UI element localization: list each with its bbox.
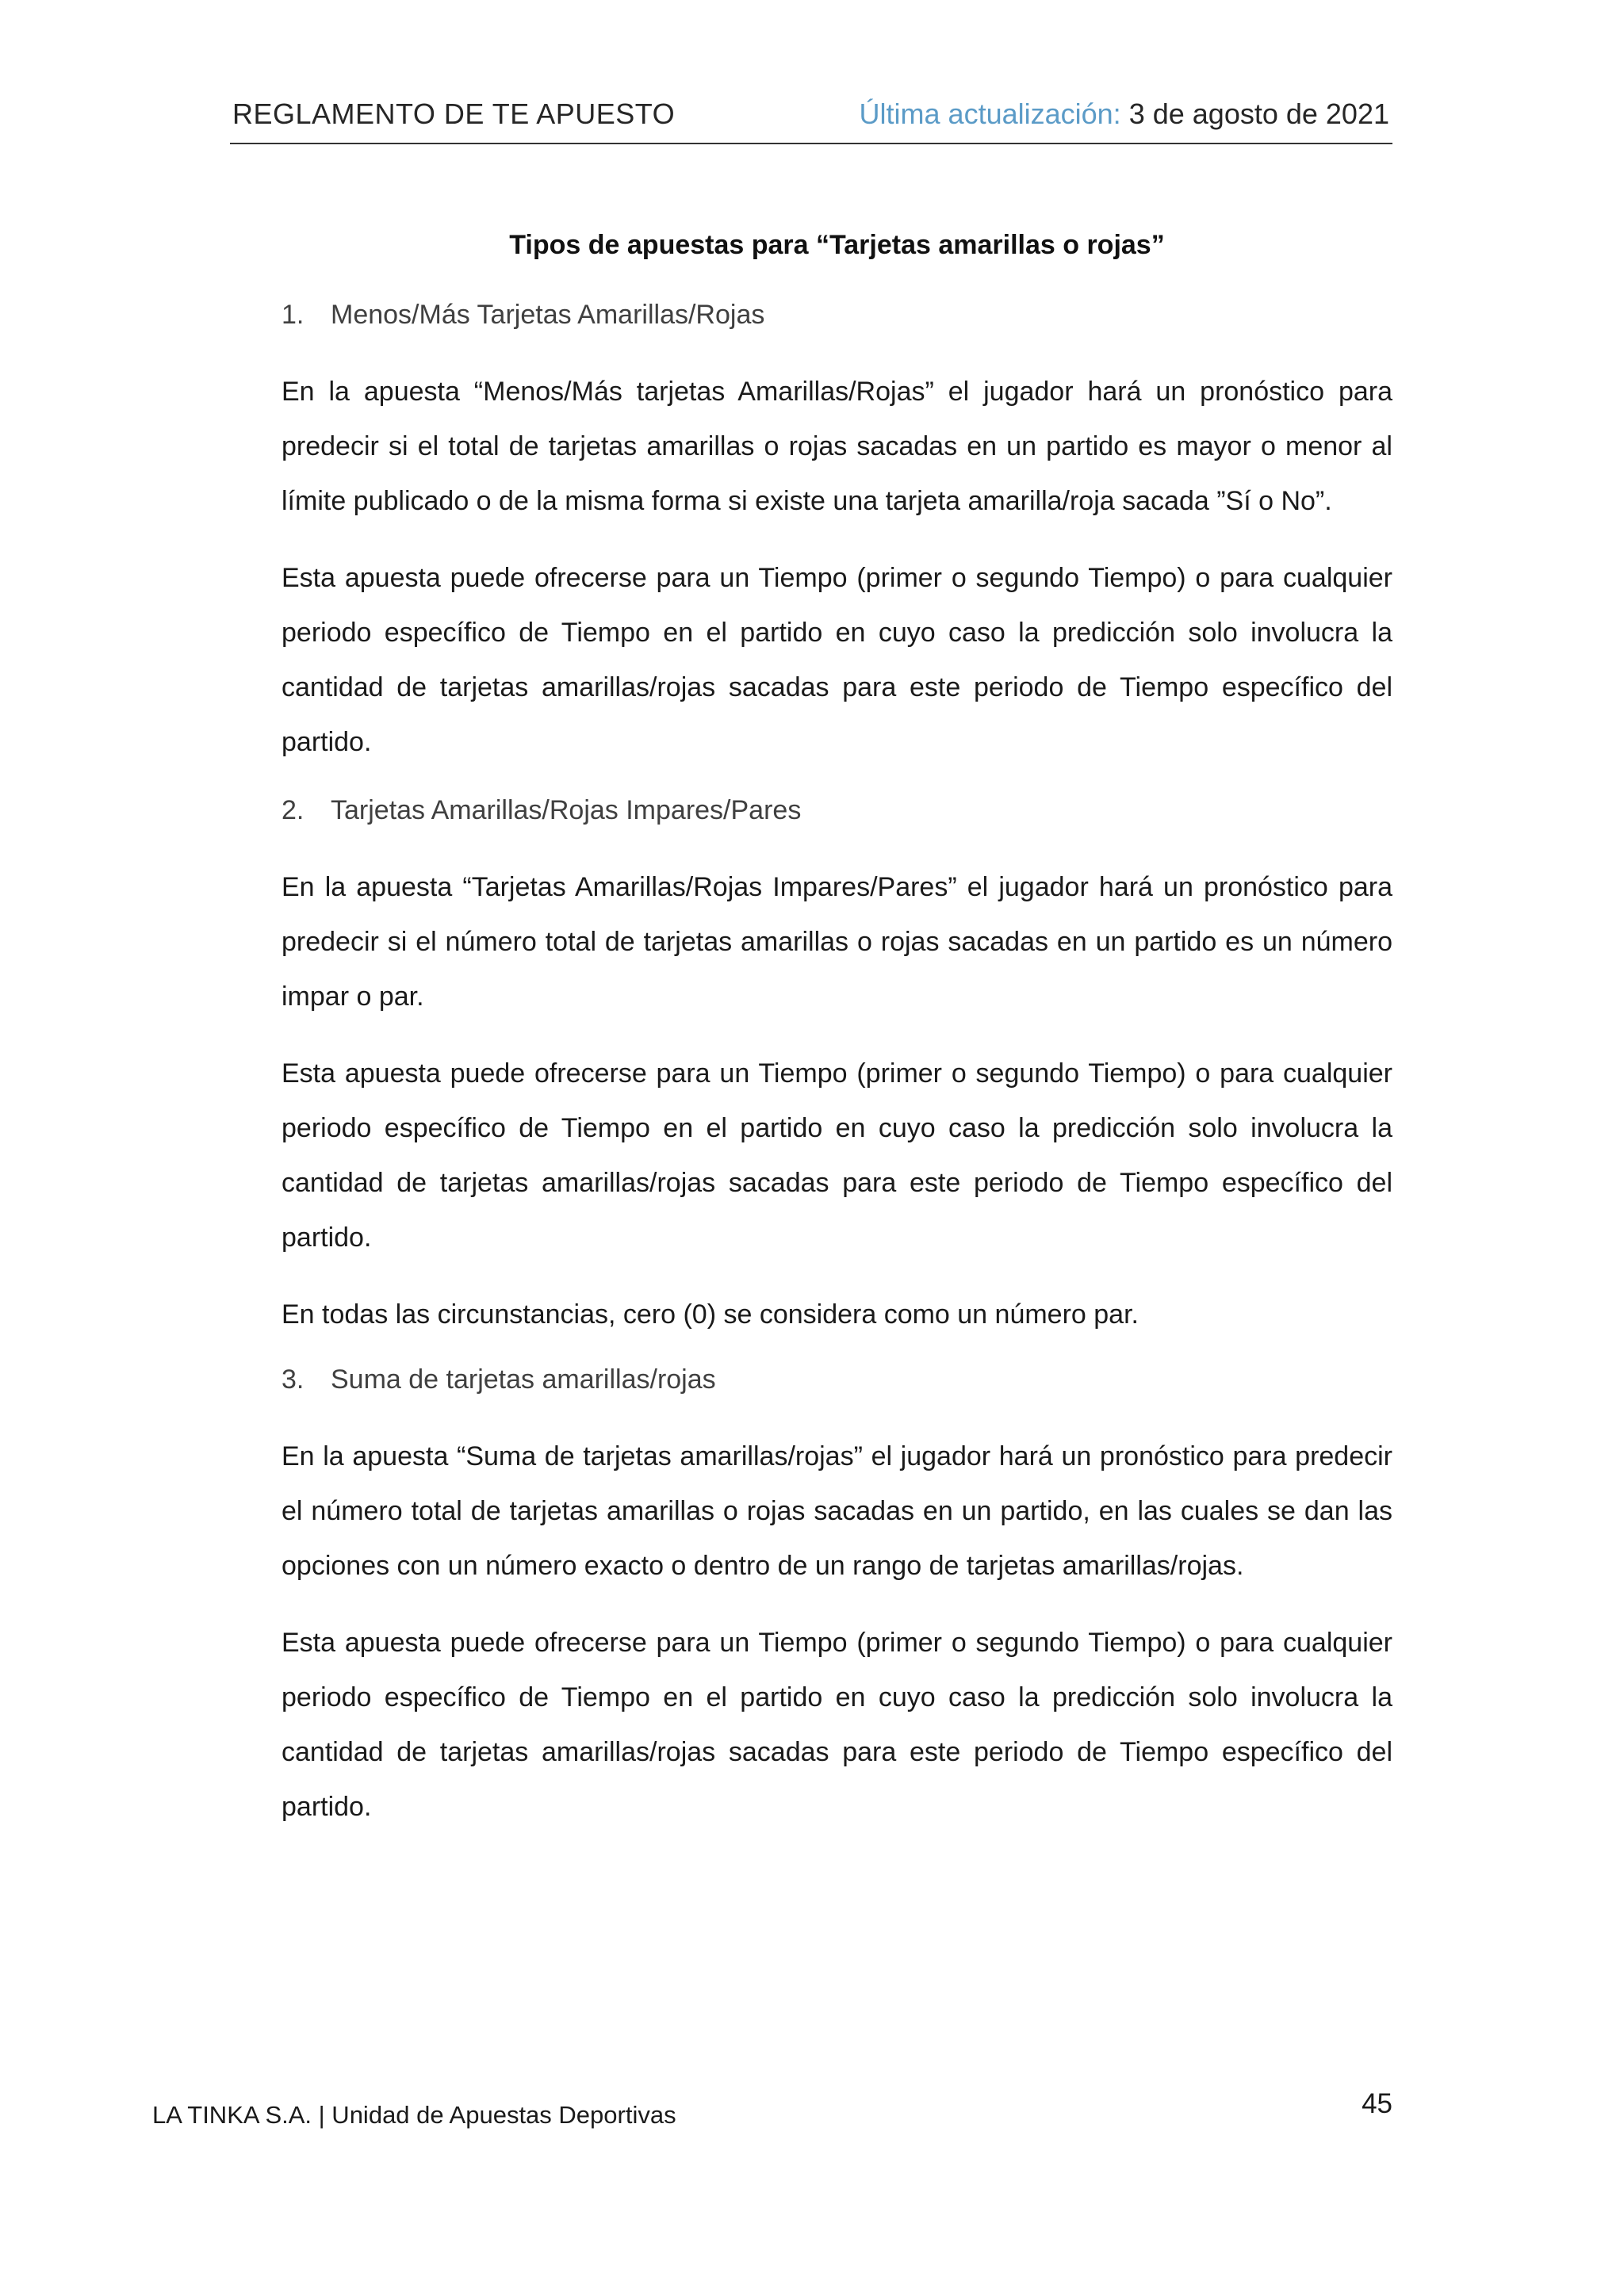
- section-number: 1.: [282, 300, 304, 330]
- paragraph: En la apuesta “Tarjetas Amarillas/Rojas Impares/Pares” el jugador hará un pronóstico para predecir si el número total de tarjetas amarillas o rojas sacadas en un partido es un número impar o par.: [282, 872, 1392, 1012]
- paragraph: En todas las circunstancias, cero (0) se considera como un número par.: [282, 1299, 1139, 1330]
- page-content: [282, 227, 1392, 1857]
- paragraph: Esta apuesta puede ofrecerse para un Tiempo (primer o segundo Tiempo) o para cualquier periodo específico de Tiempo en el partido en cuyo caso la predicción solo involucra la cantidad de tarjetas amarillas/rojas sacadas para este periodo de Tiempo específico del partido.: [282, 1628, 1392, 1822]
- paragraph: Esta apuesta puede ofrecerse para un Tiempo (primer o segundo Tiempo) o para cualquier periodo específico de Tiempo en el partido en cuyo caso la predicción solo involucra la cantidad de tarjetas amarillas/rojas sacadas para este periodo de Tiempo específico del partido.: [282, 1058, 1392, 1253]
- section-heading-3: [282, 1361, 1392, 1398]
- paragraph: En la apuesta “Menos/Más tarjetas Amarillas/Rojas” el jugador hará un pronóstico para predecir si el total de tarjetas amarillas o rojas sacadas en un partido es mayor o menor al límite publicado o de la misma forma si existe una tarjeta amarilla/roja sacada ”Sí o No”.: [282, 377, 1392, 516]
- page-number: 45: [1362, 2088, 1392, 2119]
- page-header: [230, 95, 1392, 144]
- section-heading-text: Tarjetas Amarillas/Rojas Impares/Pares: [331, 795, 802, 825]
- paragraph: Esta apuesta puede ofrecerse para un Tiempo (primer o segundo Tiempo) o para cualquier periodo específico de Tiempo en el partido en cuyo caso la predicción solo involucra la cantidad de tarjetas amarillas/rojas sacadas para este periodo de Tiempo específico del partido.: [282, 563, 1392, 757]
- section-number: 2.: [282, 795, 304, 825]
- last-updated-date: 3 de agosto de 2021: [1128, 98, 1389, 130]
- section-title: Tipos de apuestas para “Tarjetas amarillas o rojas”: [509, 230, 1165, 260]
- paragraph: En la apuesta “Suma de tarjetas amarillas/rojas” el jugador hará un pronóstico para predecir el número total de tarjetas amarillas o rojas sacadas en un partido, en las cuales se dan las opciones con un número exacto o dentro de un rango de tarjetas amarillas/rojas.: [282, 1441, 1392, 1581]
- section-heading-2: [282, 792, 1392, 828]
- last-updated-label: Última actualización:: [859, 98, 1121, 130]
- section-heading-1: [282, 297, 1392, 333]
- header-last-updated: [860, 95, 1389, 133]
- section-number: 3.: [282, 1364, 304, 1395]
- header-document-title: REGLAMENTO DE TE APUESTO: [232, 98, 676, 130]
- footer-organization: LA TINKA S.A. | Unidad de Apuestas Deportivas: [152, 2101, 676, 2129]
- section-heading-text: Suma de tarjetas amarillas/rojas: [331, 1364, 716, 1395]
- section-heading-text: Menos/Más Tarjetas Amarillas/Rojas: [331, 300, 765, 330]
